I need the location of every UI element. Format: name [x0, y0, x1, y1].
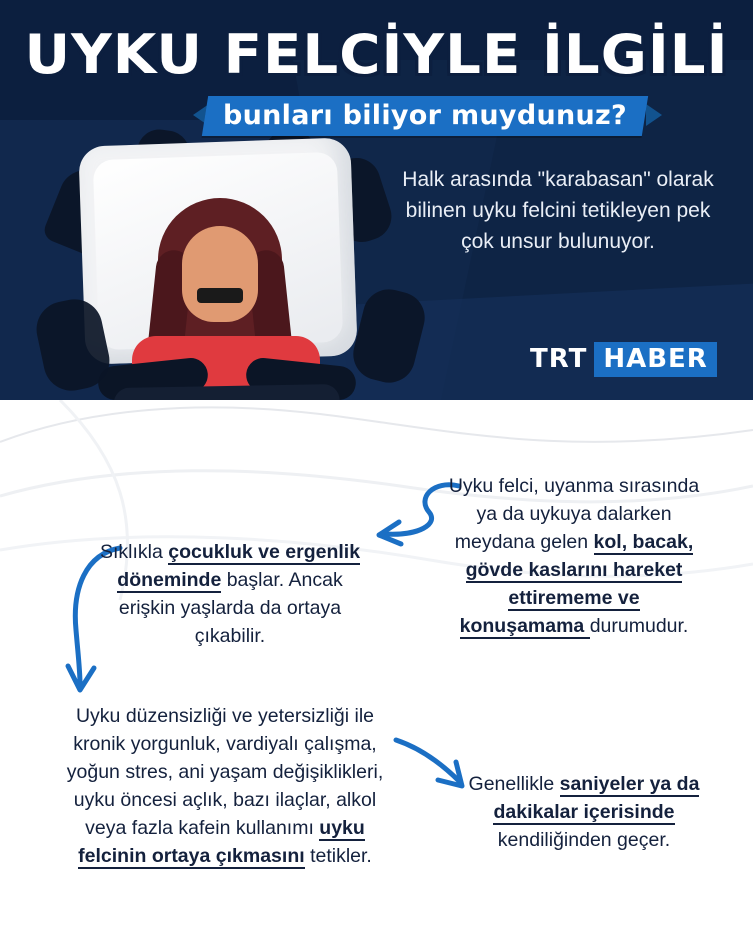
fact-duration-part1: Genellikle — [468, 773, 560, 795]
trt-haber-logo — [530, 344, 717, 374]
fact-onset-age-part2: başlar. Ancak erişkin yaşlarda da ortaya çıkabilir. — [118, 569, 343, 647]
fact-onset-age-bold: çocukluk ve ergenlik döneminde — [117, 541, 361, 591]
fact-waking-bold: kol, bacak, gövde kaslarını hareket ettirememe ve konuşamama — [459, 531, 694, 637]
ribbon-tail-right — [646, 104, 662, 126]
fact-triggers-part2: tetikler. — [304, 845, 372, 867]
fact-onset-age-text — [96, 538, 364, 650]
face-shape — [182, 226, 258, 322]
page-title: UYKU FELCİYLE İLGİLİ — [24, 23, 729, 86]
logo-haber-badge: HABER — [594, 342, 716, 377]
fact-waking-part1: Uyku felci, uyanma sırasında ya da uykuya dalarken meydana gelen — [448, 475, 700, 553]
fact-waking-text — [448, 472, 700, 640]
intro-paragraph: Halk arasında "karabasan" olarak bilinen uyku felcini tetikleyen pek çok unsur bulunuyor. — [402, 168, 714, 253]
fact-triggers-text — [60, 702, 390, 870]
open-mouth-shape — [197, 288, 243, 303]
page-subtitle: bunları biliyor muydunuz? — [223, 100, 627, 131]
fact-onset-age-part1: Sıklıkla — [99, 541, 169, 563]
fact-triggers-bold: uyku felcinin ortaya çıkmasını — [78, 817, 365, 867]
fact-duration-part2: kendiliğinden geçer. — [497, 829, 671, 851]
fact-duration-bold: saniyeler ya da dakikalar içerisinde — [493, 773, 700, 823]
logo-trt-text: TRT — [530, 344, 588, 374]
fact-triggers-part1: Uyku düzensizliği ve yetersizliği ile kronik yorgunluk, vardiyalı çalışma, yoğun stres, ani yaşam değişiklikleri, uyku öncesi açlık, bazı ilaçlar, alkol veya fazla kafein kullanımı — [66, 705, 384, 839]
shadow-hand-icon — [348, 284, 430, 388]
arrow-to-fact-duration — [392, 734, 472, 796]
fact-waking-part2: durumudur. — [589, 615, 689, 637]
fact-duration-text — [462, 770, 706, 854]
